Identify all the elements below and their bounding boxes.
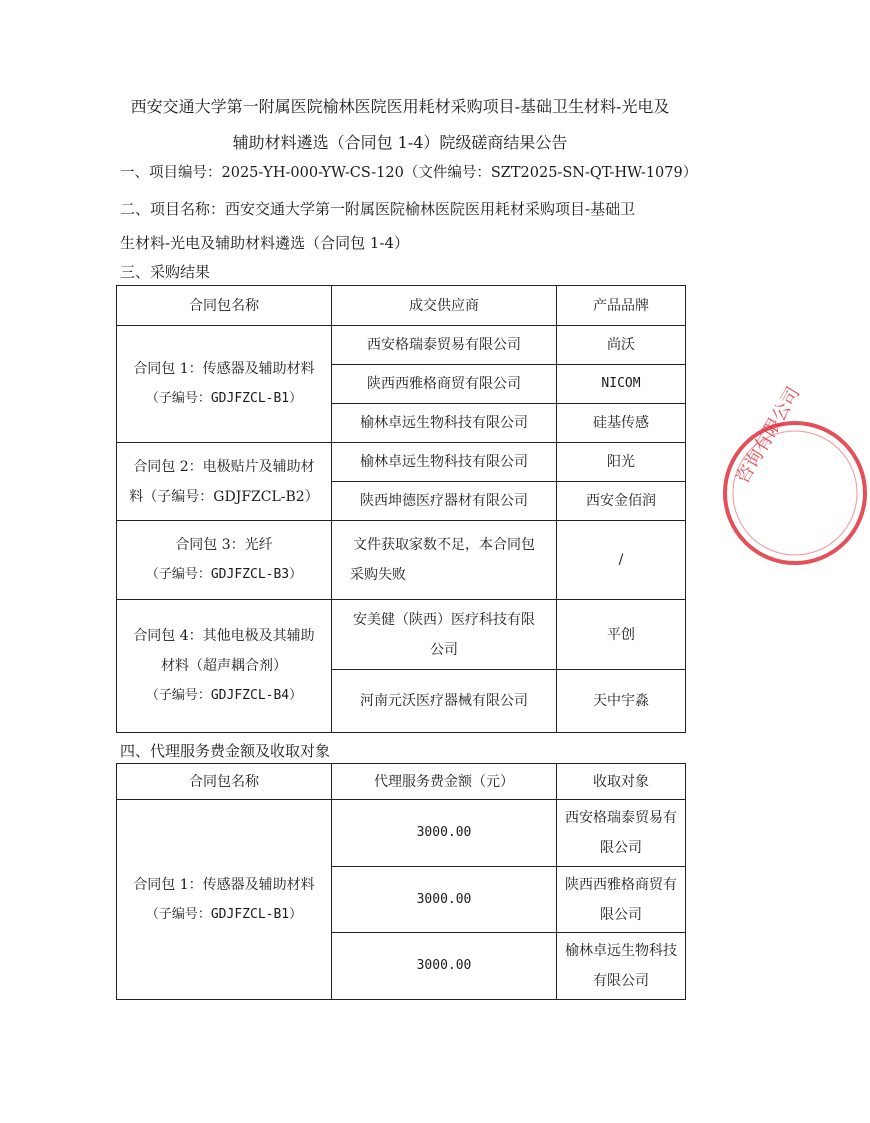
brand-cell: 西安金佰润 (557, 482, 686, 521)
header-payer: 收取对象 (557, 764, 686, 800)
package-cell (117, 443, 332, 521)
title-line-1: 西安交通大学第一附属医院榆林医院医用耗材采购项目-基础卫生材料-光电及 (130, 97, 670, 116)
brand-cell: / (557, 521, 686, 600)
table-row (117, 326, 686, 365)
payer-text: 榆林卓远生物科技 (565, 943, 677, 959)
payer-text-cont: 限公司 (600, 840, 642, 856)
brand-cell: 硅基传感 (557, 404, 686, 443)
seal-text: 咨询有限公司 (732, 383, 805, 488)
package-cell (117, 600, 332, 733)
package-name: 合同包 4：其他电极及其辅助 (133, 628, 315, 644)
brand-cell: 尚沃 (557, 326, 686, 365)
package-cell (117, 800, 332, 1000)
header-fee: 代理服务费金额（元） (332, 764, 557, 800)
payer-cell (557, 800, 686, 867)
package-name: 合同包 3：光纤 (175, 537, 273, 553)
package-code: （子编号：GDJFZCL-B1） (145, 906, 303, 922)
table-row (117, 800, 686, 867)
table-row (117, 600, 686, 670)
brand-cell: 天中宇淼 (557, 670, 686, 733)
supplier-text-cont: 采购失败 (350, 567, 406, 583)
fee-cell: 3000.00 (332, 800, 557, 867)
supplier-text: 文件获取家数不足，本合同包 (353, 537, 535, 553)
payer-text-cont: 有限公司 (593, 973, 649, 989)
section-procurement-result: 三、采购结果 (120, 263, 211, 281)
supplier-cell: 陕西西雅格商贸有限公司 (332, 365, 557, 404)
fee-cell: 3000.00 (332, 867, 557, 933)
brand-cell: 平创 (557, 600, 686, 670)
package-name: 合同包 1：传感器及辅助材料 (133, 361, 315, 377)
header-package-name: 合同包名称 (117, 286, 332, 326)
header-package-name: 合同包名称 (117, 764, 332, 800)
brand-cell: NICOM (557, 365, 686, 404)
official-seal-stamp (720, 383, 870, 568)
package-name-cont: 料（子编号：GDJFZCL-B2） (129, 488, 319, 505)
package-name-cont: 材料（超声耦合剂） (161, 658, 287, 674)
package-cell (117, 521, 332, 600)
package-code: （子编号：GDJFZCL-B1） (145, 391, 303, 406)
project-name-line-2: 生材料-光电及辅助材料遴选（合同包 1-4） (120, 234, 409, 252)
table-row (117, 443, 686, 482)
header-supplier: 成交供应商 (332, 286, 557, 326)
package-name: 合同包 2：电极贴片及辅助材 (133, 458, 315, 475)
supplier-text-cont: 公司 (430, 641, 458, 658)
supplier-cell: 陕西坤德医疗器材有限公司 (332, 482, 557, 521)
procurement-result-table (116, 285, 686, 733)
payer-cell (557, 867, 686, 933)
table-header-row (117, 286, 686, 326)
supplier-text: 安美健（陕西）医疗科技有限 (353, 611, 535, 628)
header-brand: 产品品牌 (557, 286, 686, 326)
project-number: 一、项目编号：2025-YH-000-YW-CS-120（文件编号：SZT2025-SN-QT-HW-1079） (120, 165, 698, 181)
supplier-cell: 榆林卓远生物科技有限公司 (332, 404, 557, 443)
payer-text-cont: 限公司 (600, 906, 642, 923)
table-row (117, 521, 686, 600)
section-agency-fee: 四、代理服务费金额及收取对象 (120, 742, 331, 760)
package-code: （子编号：GDJFZCL-B3） (145, 567, 303, 582)
supplier-cell: 西安格瑞泰贸易有限公司 (332, 326, 557, 365)
package-code: （子编号：GDJFZCL-B4） (145, 688, 303, 703)
supplier-cell: 河南元沃医疗器械有限公司 (332, 670, 557, 733)
package-cell (117, 326, 332, 443)
project-name-line-1: 二、项目名称：西安交通大学第一附属医院榆林医院医用耗材采购项目-基础卫 (120, 200, 636, 218)
agency-fee-table (116, 763, 686, 1000)
supplier-cell: 榆林卓远生物科技有限公司 (332, 443, 557, 482)
fee-cell: 3000.00 (332, 933, 557, 1000)
table-header-row (117, 764, 686, 800)
supplier-cell (332, 600, 557, 670)
payer-cell (557, 933, 686, 1000)
supplier-cell (332, 521, 557, 600)
package-name: 合同包 1：传感器及辅助材料 (133, 876, 315, 893)
title-line-2: 辅助材料遴选（合同包 1-4）院级磋商结果公告 (232, 133, 568, 152)
brand-cell: 阳光 (557, 443, 686, 482)
payer-text: 西安格瑞泰贸易有 (565, 810, 677, 826)
payer-text: 陕西西雅格商贸有 (565, 876, 677, 893)
